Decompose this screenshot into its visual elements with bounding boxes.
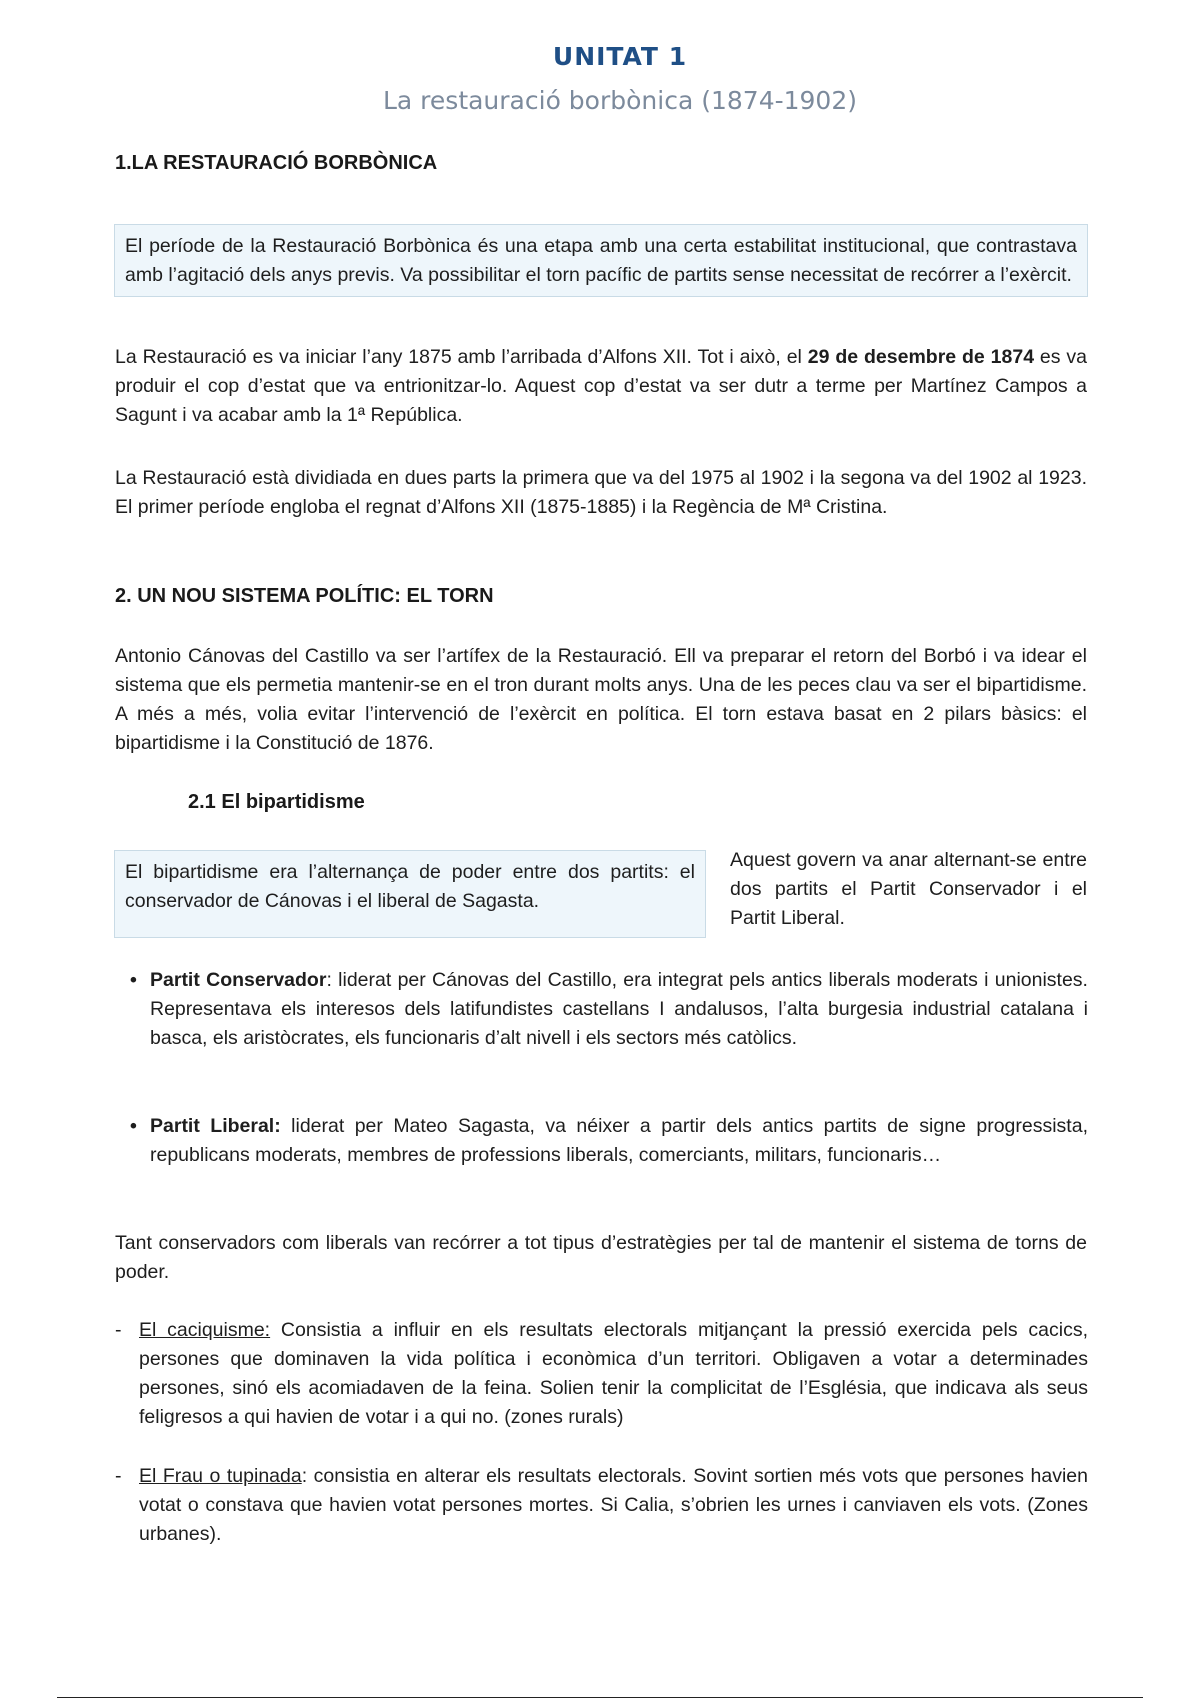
- section-1-paragraph-2: La Restauració està dividiada en dues parts la primera que va del 1975 al 1902 i la segona va del 1902 al 1923. El primer període engloba el regnat d’Alfons XII (1875-1885) i la Regència de Mª Cristina.: [115, 467, 1087, 518]
- section-1-highlight-text: El període de la Restauració Borbònica és una etapa amb una certa estabilitat institucional, que contrastava amb l’agitació dels anys previs. Va possibilitar el torn pacífic de partits sense necessitat de recórrer a l’exèrcit.: [125, 235, 1077, 286]
- section-2-paragraph-2: Tant conservadors com liberals van recórrer a tot tipus d’estratègies per tal de mantenir el sistema de torns de poder.: [115, 1232, 1087, 1283]
- bipartidisme-highlight-text: El bipartidisme era l’alternança de poder entre dos partits: el conservador de Cánovas i el liberal de Sagasta.: [125, 861, 695, 912]
- p1-text-a: La Restauració es va iniciar l’any 1875 amb l’arribada d’Alfons XII. Tot i això, el: [115, 346, 808, 368]
- unit-title: UNITAT 1: [552, 42, 688, 71]
- footer-rule: [57, 1697, 1143, 1698]
- bipartidisme-highlight-box: [114, 850, 706, 938]
- dash-mark: -: [115, 1465, 122, 1487]
- p1-bold-date: 29 de desembre de 1874: [807, 346, 1035, 368]
- bullet-mark: •: [130, 1115, 137, 1137]
- bullet-partit-liberal: [130, 1112, 1088, 1170]
- section-1-paragraph-1: [115, 343, 1087, 430]
- section-1-highlight-box: [114, 224, 1088, 297]
- strategy-text: : consistia en alterar els resultats electorals. Sovint sortien més vots que persones havien votat o constava que havien votat persones mortes. Si Calia, s’obrien les urnes i canviaven els vots. (Zones urbanes).: [139, 1465, 1088, 1545]
- strategy-text: Consistia a influir en els resultats electorals mitjançant la pressió exercida pels cacics, persones que dominaven la vida política i econòmica d’un territori. Obligaven a votar a determinades persones, sinó els acomiadaven de la feina. Solien tenir la complicitat de l’Església, que indicava als seus feligresos a qui havien de votar i a qui no. (zones rurals): [139, 1319, 1088, 1428]
- unit-subtitle: La restauració borbònica (1874-1902): [382, 86, 857, 115]
- bullet-partit-conservador: [130, 966, 1088, 1053]
- bullet-label: Partit Conservador: [150, 969, 327, 991]
- section-1-heading: 1.LA RESTAURACIÓ BORBÒNICA: [115, 152, 438, 174]
- strategy-frau: [115, 1462, 1088, 1549]
- dash-mark: -: [115, 1319, 122, 1341]
- strategy-label: El Frau o tupinada: [139, 1465, 302, 1487]
- bipartidisme-side-text: Aquest govern va anar alternant-se entre dos partits el Partit Conservador i el Partit Liberal.: [730, 849, 1087, 929]
- strategy-caciquisme: [115, 1316, 1088, 1432]
- bullet-label: Partit Liberal:: [150, 1115, 281, 1137]
- section-2-paragraph-1: Antonio Cánovas del Castillo va ser l’artífex de la Restauració. Ell va preparar el retorn del Borbó i va idear el sistema que els permetia mantenir-se en el tron durant molts anys. Una de les peces clau va ser el bipartidisme. A més a més, volia evitar l’intervenció de l’exèrcit en política. El torn estava basat en 2 pilars bàsics: el bipartidisme i la Constitució de 1876.: [115, 645, 1087, 754]
- subsection-2-1-heading: 2.1 El bipartidisme: [188, 791, 365, 813]
- bullet-text: liderat per Mateo Sagasta, va néixer a partir dels antics partits de signe progressista, republicans moderats, membres de professions liberals, comerciants, militars, funcionaris…: [150, 1115, 1088, 1166]
- bullet-mark: •: [130, 969, 137, 991]
- strategy-label: El caciquisme:: [139, 1319, 271, 1341]
- bullet-text: : liderat per Cánovas del Castillo, era integrat pels antics liberals moderats i unionistes. Representava els interesos dels latifundistes castellans I andalusos, l’alta burgesia industrial catalana i basca, els aristòcrates, els funcionaris d’alt nivell i els sectors més catòlics.: [150, 969, 1088, 1049]
- section-2-heading: 2. UN NOU SISTEMA POLÍTIC: EL TORN: [115, 585, 494, 607]
- p1-text-b: es va produir el cop d’estat que va entrionitzar-lo. Aquest cop d’estat va ser dutr a terme per Martínez Campos a Sagunt i va acabar amb la 1ª República.: [115, 346, 1088, 426]
